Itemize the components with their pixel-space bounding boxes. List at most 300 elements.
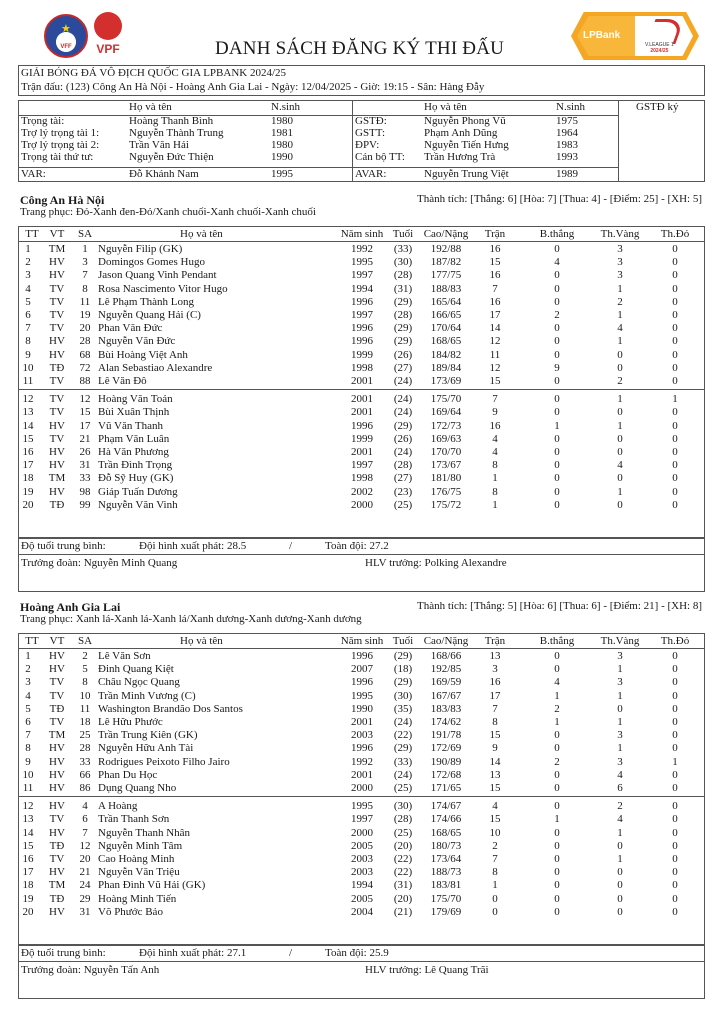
cell-tt: 19: [22, 892, 34, 905]
cell-hw: 187/82: [430, 256, 462, 269]
cell-vt: HV: [49, 755, 65, 768]
cell-hw: 165/64: [430, 295, 462, 308]
cell-goals: 0: [554, 459, 560, 472]
cell-goals: 4: [554, 676, 560, 689]
cell-red: 0: [672, 269, 678, 282]
cell-yellow: 0: [617, 446, 623, 458]
team-record: Thành tích: [Thắng: 6] [Hòa: 7] [Thua: 4] - [Điểm: 25] - [XH: 5]: [417, 193, 702, 205]
cell-name: Nguyễn Văn Triệu: [98, 866, 180, 879]
cell-age: (24): [393, 716, 413, 728]
cell-age: (30): [393, 800, 413, 813]
cell-matches: 1: [492, 472, 498, 485]
cell-goals: 0: [554, 800, 560, 813]
cell-age: (25): [393, 498, 413, 511]
cell-name: Hà Văn Phương: [98, 446, 169, 458]
cell-red: 0: [672, 702, 678, 715]
cell-matches: 8: [492, 866, 498, 879]
cell-sa: 11: [79, 295, 91, 308]
column-header-yellow: Th.Vàng: [600, 228, 640, 240]
cell-goals: 0: [554, 335, 560, 348]
cell-goals: 1: [554, 689, 560, 702]
cell-vt: HV: [49, 269, 65, 282]
cell-sa: 24: [79, 879, 91, 892]
cell-yellow: 0: [617, 406, 623, 419]
cell-year: 2002: [351, 485, 373, 498]
column-header-age: Tuổi: [392, 228, 414, 240]
cell-matches: 17: [489, 309, 501, 321]
cell-yellow: 2: [617, 375, 623, 387]
cell-goals: 0: [554, 348, 560, 361]
cell-year: 1995: [351, 256, 373, 269]
cell-red: 0: [672, 406, 678, 419]
cell-hw: 184/82: [430, 348, 462, 361]
cell-name: Giáp Tuấn Dương: [98, 485, 178, 498]
cell-age: (24): [393, 768, 413, 781]
cell-year: 1996: [351, 650, 373, 662]
cell-year: 2005: [351, 839, 373, 852]
cell-red: 0: [672, 905, 678, 918]
cell-name: Đỗ Sỹ Huy (GK): [98, 472, 174, 485]
cell-goals: 4: [554, 256, 560, 269]
cell-goals: 0: [554, 282, 560, 295]
cell-hw: 183/83: [430, 702, 462, 715]
cell-yellow: 1: [617, 742, 623, 755]
cell-vt: TM: [48, 472, 66, 485]
cell-red: 0: [672, 839, 678, 852]
cell-vt: TV: [49, 689, 65, 702]
cell-age: (28): [393, 269, 413, 282]
cell-yellow: 4: [617, 459, 623, 472]
cell-matches: 4: [492, 446, 498, 458]
column-header-hw: Cao/Nặng: [423, 228, 469, 240]
cell-year: 2001: [351, 716, 373, 728]
cell-vt: HV: [49, 866, 65, 879]
cell-vt: TĐ: [49, 498, 65, 511]
cell-matches: 16: [489, 269, 501, 282]
head-coach: HLV trưởng: Polking Alexandre: [365, 557, 507, 569]
cell-vt: TV: [49, 393, 65, 406]
cell-matches: 15: [489, 782, 501, 794]
cell-vt: HV: [49, 742, 65, 755]
cell-goals: 1: [554, 716, 560, 728]
competition-box: [18, 65, 705, 96]
cell-vt: HV: [49, 826, 65, 839]
cell-matches: 13: [489, 768, 501, 781]
team-record: Thành tích: [Thắng: 5] [Hòa: 6] [Thua: 6] - [Điểm: 21] - [XH: 8]: [417, 600, 702, 612]
separator: /: [289, 540, 293, 552]
cell-hw: 173/67: [430, 459, 462, 472]
cell-yellow: 3: [617, 676, 623, 689]
cell-yellow: 1: [617, 335, 623, 348]
cell-hw: 179/69: [430, 905, 462, 918]
cell-tt: 3: [25, 676, 31, 689]
column-header-name: Họ và tên: [180, 635, 223, 647]
cell-tt: 4: [25, 689, 31, 702]
cell-matches: 4: [492, 800, 498, 813]
cell-goals: 0: [554, 782, 560, 794]
cell-red: 0: [672, 361, 678, 374]
cell-goals: 1: [554, 419, 560, 432]
cell-yellow: 3: [617, 650, 623, 662]
cell-goals: 2: [554, 702, 560, 715]
cell-goals: 0: [554, 853, 560, 865]
cell-red: 1: [672, 755, 678, 768]
officials-col-name: Họ và tên: [129, 101, 172, 113]
cell-vt: HV: [49, 905, 65, 918]
cell-sa: 11: [79, 702, 91, 715]
team-kit: Trang phục: Đỏ-Xanh đen-Đỏ/Xanh chuối-Xanh chuối-Xanh chuối: [20, 206, 316, 218]
cell-yellow: 1: [617, 485, 623, 498]
cell-age: (28): [393, 309, 413, 321]
cell-red: 0: [672, 813, 678, 826]
cell-year: 2001: [351, 375, 373, 387]
cell-matches: 10: [489, 826, 501, 839]
competition-name: GIẢI BÓNG ĐÁ VÔ ĐỊCH QUỐC GIA LPBANK 2024/25: [21, 67, 287, 79]
cell-yellow: 1: [617, 689, 623, 702]
cell-goals: 0: [554, 485, 560, 498]
officials-col-year-right: N.sinh: [556, 101, 586, 113]
cell-hw: 176/75: [430, 485, 462, 498]
cell-sa: 10: [79, 689, 91, 702]
cell-red: 0: [672, 663, 678, 676]
cell-matches: 7: [492, 853, 498, 865]
cell-goals: 0: [554, 322, 560, 335]
cell-age: (22): [393, 853, 413, 865]
cell-goals: 0: [554, 243, 560, 255]
column-header-tt: TT: [25, 635, 39, 647]
staff-box: [18, 961, 705, 999]
cell-age: (26): [393, 432, 413, 445]
team-manager: Trưởng đoàn: Nguyễn Tấn Anh: [21, 964, 160, 976]
cell-hw: 168/65: [430, 335, 462, 348]
cell-vt: TĐ: [49, 702, 65, 715]
cell-tt: 16: [22, 446, 34, 458]
column-header-sa: SA: [77, 228, 93, 240]
cell-hw: 192/85: [430, 663, 462, 676]
column-header-vt: VT: [49, 228, 65, 240]
cell-vt: HV: [49, 650, 65, 662]
cell-name: Hoàng Văn Toản: [98, 393, 173, 406]
cell-year: 1997: [351, 459, 373, 472]
cell-matches: 1: [492, 498, 498, 511]
cell-tt: 7: [25, 729, 31, 742]
cell-yellow: 0: [617, 866, 623, 879]
cell-matches: 3: [492, 663, 498, 676]
column-header-age: Tuổi: [392, 635, 414, 647]
cell-vt: TV: [49, 295, 65, 308]
cell-vt: TV: [49, 432, 65, 445]
cell-vt: TV: [49, 309, 65, 321]
cell-yellow: 0: [617, 892, 623, 905]
cell-goals: 0: [554, 729, 560, 742]
cell-year: 1992: [351, 755, 373, 768]
team-name: Công An Hà Nội: [20, 193, 105, 207]
cell-tt: 5: [25, 702, 31, 715]
cell-sa: 4: [82, 800, 88, 813]
column-header-red: Th.Đỏ: [660, 228, 690, 240]
cell-hw: 191/78: [430, 729, 462, 742]
cell-name: Phan Du Học: [98, 768, 158, 781]
cell-tt: 20: [22, 498, 34, 511]
cell-name: Lê Văn Đô: [98, 375, 147, 387]
cell-age: (31): [393, 879, 413, 892]
officials-table: Họ và tên N.sinh Họ và tên N.sinh GSTĐ ký Trọng tài: Hoàng Thanh Bình 1980 Trợ lý trọng tài 1: Nguyễn Thành Trung 1981 Trợ lý trọng tài 2: Trần Văn Hải 1980 Trọng tài thứ tư: Nguyễn Đức Thiện 1990 VAR: Đỗ Khánh Nam 1995 GSTĐ: Nguyễn Phong Vũ 1975 GSTT: Phạm Anh Dũng 1964 ĐPV: Nguyễn Tiến Hưng 1983 Cán bộ TT: Trần Hương Trà 1993 AVAR: Nguyễn Trung Việt 1989: [18, 100, 705, 182]
cell-tt: 14: [22, 826, 34, 839]
cell-year: 2003: [351, 853, 373, 865]
column-header-goals: B.thắng: [539, 635, 575, 647]
cell-year: 2003: [351, 729, 373, 742]
cell-vt: HV: [49, 459, 65, 472]
cell-red: 0: [672, 375, 678, 387]
cell-matches: 0: [492, 892, 498, 905]
cell-age: (26): [393, 348, 413, 361]
cell-name: Đinh Quang Kiệt: [98, 663, 174, 676]
cell-tt: 9: [25, 755, 31, 768]
cell-name: A Hoàng: [98, 800, 138, 813]
column-header-red: Th.Đỏ: [660, 635, 690, 647]
cell-year: 1996: [351, 419, 373, 432]
cell-yellow: 3: [617, 755, 623, 768]
cell-yellow: 1: [617, 393, 623, 406]
cell-matches: 15: [489, 375, 501, 387]
cell-sa: 8: [82, 282, 88, 295]
cell-red: 0: [672, 498, 678, 511]
cell-matches: 7: [492, 702, 498, 715]
cell-yellow: 0: [617, 905, 623, 918]
staff-box: [18, 554, 705, 592]
cell-matches: 16: [489, 295, 501, 308]
cell-red: 0: [672, 243, 678, 255]
cell-name: Washington Brandão Dos Santos: [98, 702, 243, 715]
cell-yellow: 3: [617, 256, 623, 269]
cell-vt: TM: [48, 729, 66, 742]
average-age-label: Độ tuổi trung bình:: [21, 540, 106, 552]
cell-goals: 0: [554, 295, 560, 308]
cell-name: Phan Đình Vũ Hải (GK): [98, 879, 206, 892]
cell-sa: 29: [79, 892, 91, 905]
cell-yellow: 2: [617, 295, 623, 308]
cell-yellow: 1: [617, 309, 623, 321]
cell-sa: 88: [79, 375, 91, 387]
cell-name: Nguyễn Filip (GK): [98, 243, 183, 255]
cell-sa: 15: [79, 406, 91, 419]
cell-sa: 98: [79, 485, 91, 498]
cell-name: Nguyễn Thanh Nhân: [98, 826, 191, 839]
column-header-hw: Cao/Nặng: [423, 635, 469, 647]
cell-vt: TĐ: [49, 892, 65, 905]
cell-yellow: 0: [617, 432, 623, 445]
cell-hw: 173/64: [430, 853, 462, 865]
cell-sa: 33: [79, 472, 91, 485]
cell-sa: 19: [79, 309, 91, 321]
ball-icon: [94, 12, 122, 40]
cell-age: (22): [393, 729, 413, 742]
cell-age: (33): [393, 755, 413, 768]
cell-matches: 16: [489, 419, 501, 432]
cell-hw: 175/72: [430, 498, 462, 511]
cell-age: (33): [393, 243, 413, 255]
cell-hw: 175/70: [430, 393, 462, 406]
cell-tt: 2: [25, 256, 31, 269]
cell-yellow: 3: [617, 243, 623, 255]
cell-tt: 4: [25, 282, 31, 295]
cell-matches: 15: [489, 256, 501, 269]
cell-tt: 18: [22, 472, 34, 485]
cell-matches: 15: [489, 729, 501, 742]
cell-tt: 18: [22, 879, 34, 892]
cell-matches: 17: [489, 689, 501, 702]
cell-age: (25): [393, 782, 413, 794]
cell-name: Nguyễn Quang Hải (C): [98, 309, 201, 321]
cell-matches: 1: [492, 879, 498, 892]
cell-red: 0: [672, 459, 678, 472]
cell-hw: 169/59: [430, 676, 462, 689]
cell-year: 1994: [351, 879, 373, 892]
cell-tt: 9: [25, 348, 31, 361]
cell-yellow: 1: [617, 826, 623, 839]
cell-sa: 72: [79, 361, 91, 374]
cell-age: (29): [393, 742, 413, 755]
cell-goals: 0: [554, 393, 560, 406]
cell-vt: HV: [49, 663, 65, 676]
cell-age: (24): [393, 375, 413, 387]
team-name: Hoàng Anh Gia Lai: [20, 600, 121, 614]
cell-sa: 86: [79, 782, 91, 794]
cell-tt: 1: [25, 650, 31, 662]
cell-matches: 16: [489, 243, 501, 255]
cell-vt: TV: [49, 813, 65, 826]
cell-sa: 31: [79, 905, 91, 918]
star-icon: ★: [61, 23, 71, 35]
cell-name: Trần Đình Trọng: [98, 459, 173, 472]
team-kit: Trang phục: Xanh lá-Xanh lá-Xanh lá/Xanh dương-Xanh dương-Xanh dương: [20, 613, 362, 625]
head-coach: HLV trưởng: Lê Quang Trãi: [365, 964, 489, 976]
cell-sa: 99: [79, 498, 91, 511]
cell-hw: 168/66: [430, 650, 462, 662]
cell-name: Cao Hoàng Minh: [98, 853, 175, 865]
cell-hw: 188/73: [430, 866, 462, 879]
average-age-box: [18, 945, 705, 962]
cell-age: (31): [393, 282, 413, 295]
cell-red: 0: [672, 892, 678, 905]
cell-sa: 17: [79, 419, 91, 432]
cell-matches: 8: [492, 459, 498, 472]
cell-goals: 0: [554, 663, 560, 676]
cell-year: 1997: [351, 813, 373, 826]
separator: /: [289, 947, 293, 959]
cell-name: Nguyễn Minh Tâm: [98, 839, 183, 852]
cell-sa: 7: [82, 269, 88, 282]
cell-hw: 190/89: [430, 755, 462, 768]
cell-hw: 174/62: [430, 716, 462, 728]
cell-tt: 20: [22, 905, 34, 918]
cell-tt: 15: [22, 432, 34, 445]
cell-red: 0: [672, 689, 678, 702]
average-age-box: [18, 538, 705, 555]
cell-red: 0: [672, 485, 678, 498]
cell-hw: 169/64: [430, 406, 462, 419]
cell-year: 1995: [351, 800, 373, 813]
cell-red: 0: [672, 432, 678, 445]
average-age-label: Độ tuổi trung bình:: [21, 947, 106, 959]
cell-year: 1990: [351, 702, 373, 715]
cell-hw: 172/68: [430, 768, 462, 781]
cell-age: (27): [393, 361, 413, 374]
cell-hw: 174/67: [430, 800, 462, 813]
cell-yellow: 0: [617, 839, 623, 852]
cell-sa: 28: [79, 335, 91, 348]
column-header-matches: Trận: [484, 228, 506, 240]
cell-year: 2001: [351, 768, 373, 781]
cell-goals: 1: [554, 813, 560, 826]
cell-vt: HV: [49, 419, 65, 432]
column-header-matches: Trận: [484, 635, 506, 647]
cell-red: 0: [672, 446, 678, 458]
cell-name: Nguyễn Văn Đức: [98, 335, 176, 348]
cell-goals: 0: [554, 650, 560, 662]
cell-sa: 20: [79, 322, 91, 335]
cell-name: Phạm Văn Luân: [98, 432, 170, 445]
cell-sa: 1: [82, 243, 88, 255]
cell-hw: 167/67: [430, 689, 462, 702]
cell-age: (27): [393, 472, 413, 485]
cell-vt: HV: [49, 335, 65, 348]
cell-sa: 12: [79, 393, 91, 406]
cell-vt: TĐ: [49, 839, 65, 852]
cell-yellow: 4: [617, 813, 623, 826]
cell-sa: 2: [82, 650, 88, 662]
cell-red: 0: [672, 282, 678, 295]
cell-matches: 8: [492, 485, 498, 498]
cell-yellow: 0: [617, 879, 623, 892]
column-header-year: Năm sinh: [340, 228, 384, 240]
cell-goals: 0: [554, 498, 560, 511]
cell-yellow: 1: [617, 419, 623, 432]
cell-vt: TM: [48, 879, 66, 892]
cell-hw: 173/69: [430, 375, 462, 387]
cell-tt: 13: [22, 813, 34, 826]
cell-vt: TV: [49, 716, 65, 728]
cell-sa: 6: [82, 813, 88, 826]
cell-goals: 0: [554, 742, 560, 755]
cell-hw: 168/65: [430, 826, 462, 839]
cell-sa: 33: [79, 755, 91, 768]
cell-yellow: 3: [617, 729, 623, 742]
cell-age: (30): [393, 689, 413, 702]
average-age-team: Toàn đội: 27.2: [325, 540, 389, 552]
cell-red: 0: [672, 853, 678, 865]
cell-vt: TV: [49, 322, 65, 335]
cell-name: Võ Phước Bảo: [98, 905, 163, 918]
cell-vt: HV: [49, 800, 65, 813]
column-header-vt: VT: [49, 635, 65, 647]
cell-name: Trần Minh Vương (C): [98, 689, 196, 702]
cell-age: (20): [393, 892, 413, 905]
cell-red: 0: [672, 309, 678, 321]
cell-age: (29): [393, 322, 413, 335]
cell-hw: 171/65: [430, 782, 462, 794]
cell-red: 0: [672, 826, 678, 839]
cell-tt: 3: [25, 269, 31, 282]
cell-sa: 12: [79, 839, 91, 852]
cell-year: 1994: [351, 282, 373, 295]
cell-tt: 19: [22, 485, 34, 498]
cell-red: 0: [672, 676, 678, 689]
cell-hw: 172/73: [430, 419, 462, 432]
cell-hw: 192/88: [430, 243, 462, 255]
cell-red: 0: [672, 322, 678, 335]
cell-sa: 68: [79, 348, 91, 361]
